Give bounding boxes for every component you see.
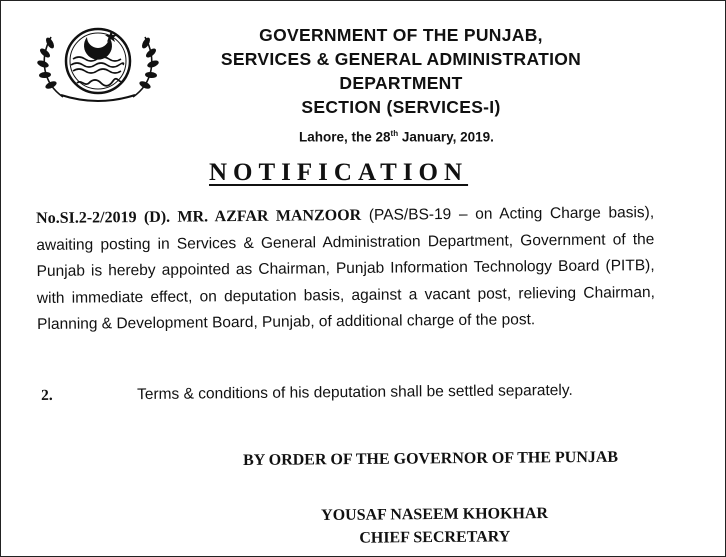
notification-paragraph-1 [36, 200, 655, 338]
header-department-name: SERVICES & GENERAL ADMINISTRATION [220, 49, 582, 69]
notification-date [299, 129, 494, 145]
signatory-block [321, 502, 548, 550]
date-ordinal-suffix: th [390, 129, 399, 138]
notification-number-and-officer: No.SI.2-2/2019 (D). MR. AZFAR MANZOOR [36, 206, 362, 227]
date-prefix: Lahore, the 28 [299, 129, 391, 145]
signatory-name: YOUSAF NASEEM KHOKHAR [321, 505, 549, 524]
order-line: BY ORDER OF THE GOVERNOR OF THE PUNJAB [243, 448, 619, 469]
signatory-designation: CHIEF SECRETARY [359, 528, 511, 547]
paragraph-2-text: Terms & conditions of his deputation shall be settled separately. [136, 381, 573, 404]
header-section: SECTION (SERVICES-I) [301, 97, 501, 117]
page-title: NOTIFICATION [209, 159, 469, 186]
header-government: GOVERNMENT OF THE PUNJAB, [259, 25, 543, 45]
punjab-emblem-icon [33, 23, 163, 103]
date-rest: January, 2019. [398, 129, 494, 145]
notification-paragraph-2 [41, 381, 681, 405]
department-header [191, 23, 611, 119]
paragraph-number: 2. [41, 386, 53, 404]
notification-body-text: (PAS/BS-19 – on Acting Charge basis), awaiting posting in Services & General Administration Department, Government of the Punjab is hereby appointed as Chairman, Punjab Information Technology Board (PITB), with immediate effect, on deputation basis, against a vacant post, relieving Chairman, Planning & Development Board, Punjab, of additional charge of the post. [36, 204, 655, 333]
header-department: DEPARTMENT [339, 73, 463, 93]
